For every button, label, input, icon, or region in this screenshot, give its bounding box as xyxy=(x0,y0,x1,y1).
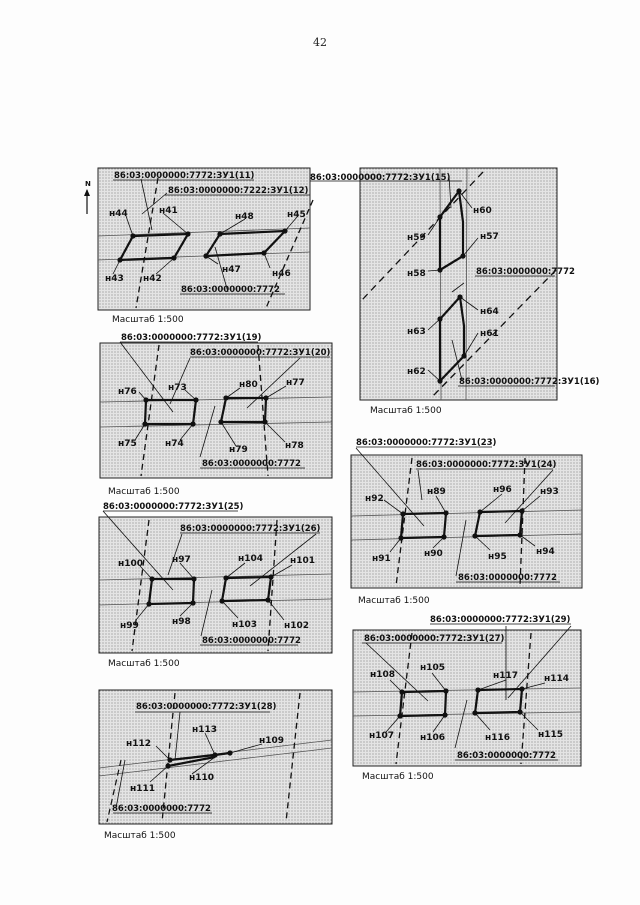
cadastral-label: 86:03:0000000:7772 xyxy=(476,267,575,277)
point-label: н64 xyxy=(480,307,499,317)
point-label: н91 xyxy=(372,554,391,564)
point-label: н77 xyxy=(286,378,305,388)
point-label: н115 xyxy=(538,730,564,740)
cadastral-label: 86:03:0000000:7772:ЗУ1(11) xyxy=(114,171,255,181)
cadastral-label: 86:03:0000000:7772:ЗУ1(28) xyxy=(136,702,277,712)
cadastral-label: 86:03:0000000:7772:ЗУ1(23) xyxy=(356,438,497,448)
point-label: н73 xyxy=(168,383,187,393)
cadastral-label: 86:03:0000000:7772:ЗУ1(24) xyxy=(416,460,557,470)
scheme-panel-6 xyxy=(353,615,581,782)
point-label: н94 xyxy=(536,547,555,557)
scale-label: Масштаб 1:500 xyxy=(358,596,430,606)
point-label: н75 xyxy=(118,439,137,449)
scale-label: Масштаб 1:500 xyxy=(362,772,434,782)
point-label: н76 xyxy=(118,387,137,397)
point-label: н116 xyxy=(485,733,511,743)
north-label: N xyxy=(85,180,91,188)
scheme-panel-4 xyxy=(351,438,582,606)
point-label: н114 xyxy=(544,674,570,684)
scheme-panel-3 xyxy=(100,333,332,497)
point-label: н92 xyxy=(365,494,384,504)
point-label: н95 xyxy=(488,552,507,562)
point-label: н113 xyxy=(192,725,218,735)
scale-label: Масштаб 1:500 xyxy=(112,315,184,325)
cadastral-label: 86:03:0000000:7772 xyxy=(181,285,280,295)
scheme-panel-5 xyxy=(99,502,332,669)
point-label: н42 xyxy=(143,274,162,284)
cadastral-label: 86:03:0000000:7772:ЗУ1(25) xyxy=(103,502,244,512)
point-label: н48 xyxy=(235,212,254,222)
point-label: н103 xyxy=(232,620,258,630)
point-label: н117 xyxy=(493,671,519,681)
point-label: н99 xyxy=(120,621,139,631)
point-label: н98 xyxy=(172,617,191,627)
scale-label: Масштаб 1:500 xyxy=(108,487,180,497)
point-label: н106 xyxy=(420,733,446,743)
point-label: н96 xyxy=(493,485,512,495)
point-label: н47 xyxy=(222,265,241,275)
point-label: н57 xyxy=(480,232,499,242)
scheme-panel-1 xyxy=(98,168,313,325)
point-label: н45 xyxy=(287,210,306,220)
cadastral-label: 86:03:0000000:7772 xyxy=(202,459,301,469)
cadastral-label: 86:03:0000000:7772:ЗУ1(19) xyxy=(121,333,262,343)
cadastral-label: 86:03:0000000:7772:ЗУ1(27) xyxy=(364,634,505,644)
point-label: н80 xyxy=(239,380,258,390)
point-label: н101 xyxy=(290,556,316,566)
cadastral-label: 86:03:0000000:7222:ЗУ1(12) xyxy=(168,186,309,196)
cadastral-label: 86:03:0000000:7772 xyxy=(112,804,211,814)
cadastral-label: 86:03:0000000:7772:ЗУ1(15) xyxy=(310,173,451,183)
point-label: н61 xyxy=(480,329,499,339)
point-label: н58 xyxy=(407,269,426,279)
cadastral-label: 86:03:0000000:7772:ЗУ1(20) xyxy=(190,348,331,358)
scale-label: Масштаб 1:500 xyxy=(104,831,176,841)
point-label: н74 xyxy=(165,439,184,449)
point-label: н110 xyxy=(189,773,215,783)
point-label: н63 xyxy=(407,327,426,337)
point-label: н46 xyxy=(272,269,291,279)
point-label: н111 xyxy=(130,784,156,794)
point-label: н112 xyxy=(126,739,152,749)
point-label: н108 xyxy=(370,670,396,680)
point-label: н102 xyxy=(284,621,310,631)
scheme-panel-7 xyxy=(99,690,332,841)
point-label: н104 xyxy=(238,554,264,564)
scale-label: Масштаб 1:500 xyxy=(108,659,180,669)
point-label: н105 xyxy=(420,663,446,673)
point-label: н62 xyxy=(407,367,426,377)
point-label: н89 xyxy=(427,487,446,497)
page-number: 42 xyxy=(313,36,327,49)
point-label: н79 xyxy=(229,445,248,455)
cadastral-label: 86:03:0000000:7772 xyxy=(458,573,557,583)
point-label: н78 xyxy=(285,441,304,451)
point-label: н59 xyxy=(407,233,426,243)
point-label: н41 xyxy=(159,206,178,216)
scale-label: Масштаб 1:500 xyxy=(370,406,442,416)
point-label: н109 xyxy=(259,736,285,746)
point-label: н44 xyxy=(109,209,128,219)
cadastral-label: 86:03:0000000:7772:ЗУ1(29) xyxy=(430,615,571,625)
scheme-panel-2 xyxy=(310,168,600,416)
point-label: н93 xyxy=(540,487,559,497)
point-label: н43 xyxy=(105,274,124,284)
point-label: н60 xyxy=(473,206,492,216)
cadastral-label: 86:03:0000000:7772:ЗУ1(26) xyxy=(180,524,321,534)
cadastral-label: 86:03:0000000:7772 xyxy=(202,636,301,646)
north-arrow-icon xyxy=(84,180,91,214)
cadastral-label: 86:03:0000000:7772:ЗУ1(16) xyxy=(459,377,600,387)
point-label: н107 xyxy=(369,731,395,741)
point-label: н100 xyxy=(118,559,144,569)
cadastral-label: 86:03:0000000:7772 xyxy=(457,751,556,761)
point-label: н97 xyxy=(172,555,191,565)
point-label: н90 xyxy=(424,549,443,559)
